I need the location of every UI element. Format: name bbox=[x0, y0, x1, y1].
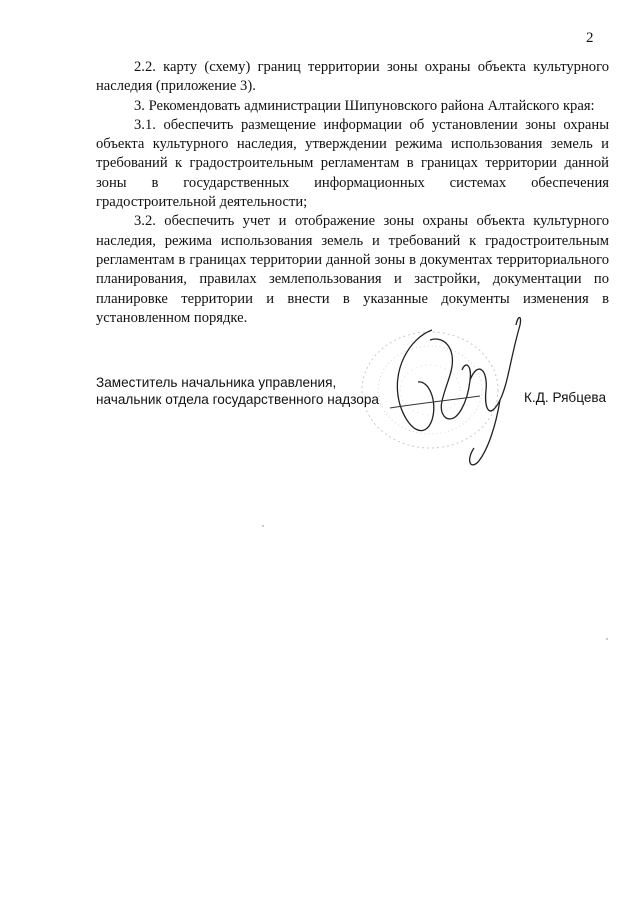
signatory-name: К.Д. Рябцева bbox=[524, 390, 607, 405]
handwritten-signature bbox=[370, 300, 540, 470]
document-body bbox=[96, 58, 609, 328]
paragraph-2-2: 2.2. карту (схему) границ территории зоны охраны объекта культурного наследия (приложение 3). bbox=[96, 59, 609, 95]
signatory-position bbox=[96, 374, 379, 408]
paragraph-3-2: 3.2. обеспечить учет и отображение зоны охраны объекта культурного наследия, режима использования земель и требований к градостроительным регламентам в границах территории данной зоны в документах территориального планирования, правилах землепользования и застройки, документации по планировке территории и внести в указанные документы изменения в установленном порядке. bbox=[96, 213, 609, 326]
scan-speck bbox=[262, 525, 264, 527]
page-number: 2 bbox=[586, 30, 594, 46]
scan-speck bbox=[606, 638, 608, 640]
paragraph-3: 3. Рекомендовать администрации Шипуновского района Алтайского края: bbox=[134, 97, 595, 114]
position-line-1: Заместитель начальника управления, bbox=[96, 375, 337, 390]
paragraph-3-1: 3.1. обеспечить размещение информации об установлении зоны охраны объекта культурного наследия, утверждении режима использования земель и требований к градостроительным регламентам в границах территории данной зоны в государственных информационных системах обеспечения градостроительной деятельности; bbox=[96, 116, 609, 211]
position-line-2: начальник отдела государственного надзора bbox=[96, 392, 379, 407]
